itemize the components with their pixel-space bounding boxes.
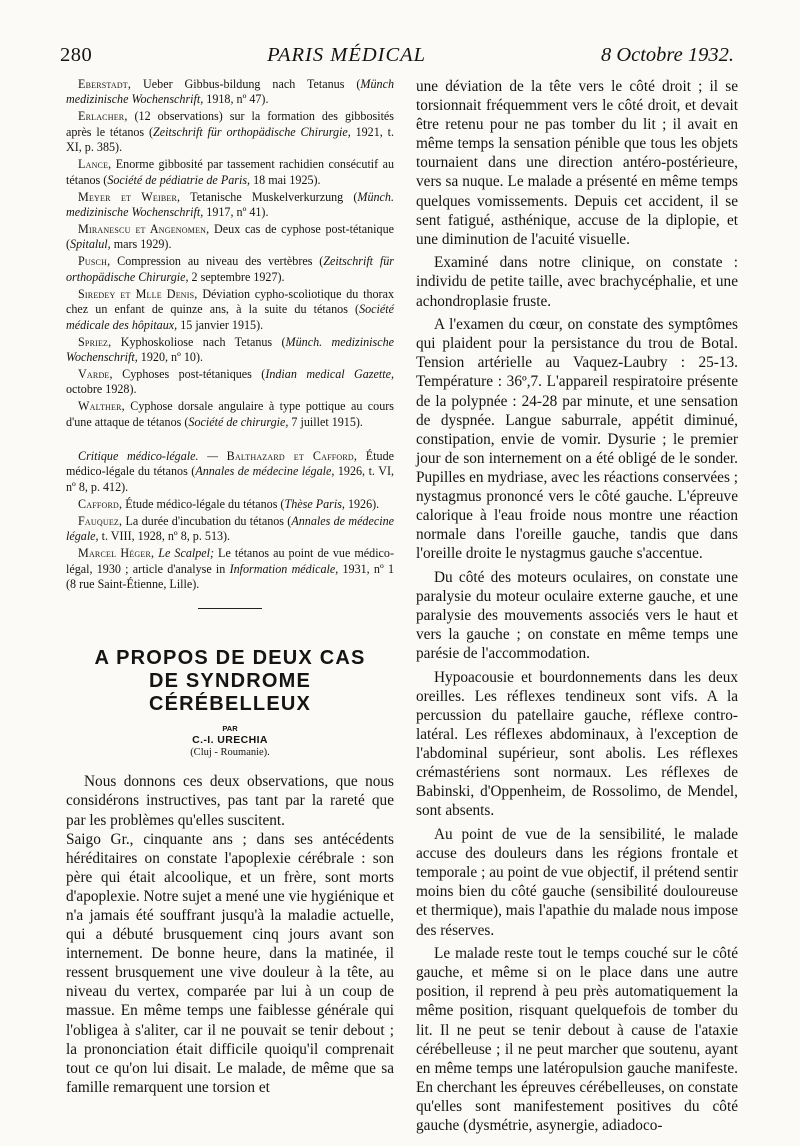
reference-item: Fauquez, La durée d'incubation du tétanos (Annales de médecine légale, t. VIII, 1928, nº 8, p. 513). [66, 513, 394, 544]
reference-item: Pusch, Compression au niveau des vertèbres (Zeitschrift für orthopädische Chirurgie, 2 septembre 1927). [66, 254, 394, 284]
reference-item: Walther, Cyphose dorsale angulaire à type pottique au cours d'une attaque de tétanos (Société de chirurgie, 7 juillet 1915). [66, 399, 394, 429]
body-paragraph: Examiné dans notre clinique, on constate : individu de petite taille, avec brachycéphalie, et une achondroplasie fruste. [416, 254, 738, 310]
body-paragraph: Nous donnons ces deux observations, que nous considérons instructives, pas tant par la rareté que par les problèmes qu'elles suscitent. [66, 773, 394, 829]
body-paragraph: Du côté des moteurs oculaires, on constate une paralysie du moteur oculaire externe gauche, et une paralysie des mouvements associés vers le haut et vers la gauche ; on constate en même temps une parésie de l'accommodation. [416, 568, 738, 663]
reference-item: Miranescu et Angenomen, Deux cas de cyphose post-tétanique (Spitalul, mars 1929). [66, 222, 394, 252]
left-column [66, 77, 394, 1097]
body-paragraph: Le malade reste tout le temps couché sur le côté gauche, et même si on le place dans une autre position, il reprend à peu près automatiquement la même position, risquant quelquefois de tomber du lit. Il ne peut se tenir debout à cause de l'ataxie cérébelleuse ; il ne peut marcher que soutenu, ayant en même temps une latéropulsion gauche manifeste. En cherchant les épreuves cérébelleuses, on constate qu'elles sont manifestement positives du côté gauche (dysmétrie, asynergie, adiadoco- [416, 945, 738, 1134]
running-header [60, 44, 734, 67]
reference-item: Cafford, Étude médico-légale du tétanos (Thèse Paris, 1926). [78, 496, 380, 511]
body-paragraph: une déviation de la tête vers le côté droit ; il se torsionnait fréquemment vers le côté droit, et devait être retenu pour ne pas tomber du lit ; il avait en même temps la sensation pénible que tous les objets tournaient dans une direction antéro-postérieure, vers sa nuque. Le malade a présenté en même temps quelques vomissements. Depuis cet accident, il se sent fatigué, asthénique, accuse de la diplopie, et une diminution de l'acuité visuelle. [416, 78, 738, 248]
body-paragraph: A l'examen du cœur, on constate des symptômes qui plaident pour la persistance du trou de Botal. Tension artérielle au Vaquez-Laubry : 25-13. Température : 36º,7. L'appareil respiratoire présente de la polypnée : 24-28 par minute, et une sensation de dyspnée. Langue saburrale, appétit diminué, constipation, envie de vomir. Dysurie ; le premier jour de son internement on a été obligé de le sonder. Pupilles en mydriase, avec les réactions conservées ; nystagmus prononcé vers le côté gauche. L'épreuve calorique à l'eau froide nous montre une réaction normale dans l'oreille gauche, tandis que dans l'oreille droite le nystagmus gauche s'accentue. [416, 316, 738, 563]
body-paragraph: Saigo Gr., cinquante ans ; dans ses antécédents héréditaires on constate l'apoplexie cérébrale : son père qui était alcoolique, et un frère, sont morts d'apoplexie. Notre sujet a mené une vie hygiénique et n'a jamais été souffrant jusqu'à la maladie actuelle, qui a débuté brusquement cinq jours avant son internement. De bonne heure, dans la matinée, il ressent brusquement une vive douleur à la tête, au niveau du vertex, comparée par lui à un coup de massue. En même temps une faiblesse générale qui l'obligea à s'aliter, car il ne pouvait se tenir debout ; la prononciation était difficile quoiqu'il comprenait tout ce qu'on lui disait. Le malade, de même que sa famille remarquent une torsion et [66, 830, 394, 1096]
section-divider [198, 608, 262, 609]
byline-par: PAR [222, 724, 238, 734]
legal-bibliography [66, 449, 394, 592]
bibliography [66, 77, 394, 430]
reference-item: Spriez, Kyphoskoliose nach Tetanus (Münch. medizinische Wochenschrift, 1920, nº 10). [66, 334, 395, 365]
reference-item: Meyer et Weiber, Tetanische Muskelverkurzung (Münch. medizinische Wochenschrift, 1917, nº 41). [66, 189, 394, 220]
reference-item: Erlacher, (12 observations) sur la formation des gibbosités après le tétanos (Zeitschrift für orthopädische Chirurgie, 1921, t. XI, p. 385). [66, 109, 394, 155]
body-paragraph: Hypoacousie et bourdonnements dans les deux oreilles. Les réflexes tendineux sont vifs. A la percussion du patellaire gauche, réflexe contro-latéral. Les réflexes abdominaux, à l'exception de l'abdominal supérieur, sont abolis. Les réflexes crémastériens sont normaux. Les réflexes de Babinski, d'Oppenheim, de Rossolimo, de Mendel, sont absents. [416, 668, 738, 820]
page-number: 280 [60, 44, 93, 66]
issue-date: 8 Octobre 1932. [600, 44, 734, 66]
article-author: C.-I. URECHIA [192, 734, 268, 747]
spacer [66, 432, 394, 449]
reference-item: Siredey et Mlle Denis, Déviation cypho-scoliotique du thorax chez un enfant de quinze ans, à la suite du tétanos (Société médicale des hôpitaux, 15 janvier 1915). [66, 286, 394, 332]
journal-title: PARIS MÉDICAL [267, 44, 427, 66]
right-column [416, 77, 738, 1135]
reference-item: Eberstadt, Ueber Gibbus-bildung nach Tetanus (Münch medizinische Wochenschrift, 1918, nº 47). [66, 77, 394, 107]
author-affiliation: (Cluj - Roumanie). [190, 747, 270, 759]
reference-item: Lance, Enorme gibbosité par tassement rachidien consécutif au tétanos (Société de pédiatrie de Paris, 18 mai 1925). [66, 157, 394, 187]
article-title: A PROPOS DE DEUX CAS DE SYNDROME CÉRÉBELLEUX [94, 647, 366, 716]
reference-item: Varde, Cyphoses post-tétaniques (Indian medical Gazette, octobre 1928). [66, 367, 394, 397]
body-paragraph: Au point de vue de la sensibilité, le malade accuse des douleurs dans les régions frontale et temporale ; au point de vue objectif, il prétend sentir moins bien du côté gauche (sensibilité douloureuse et thermique), mais l'apathie du malade nous impose des réserves. [416, 826, 738, 939]
reference-item: Critique médico-légale. — Balthazard et Cafford, Étude médico-légale du tétanos (Annales de médecine légale, 1926, t. VI, nº 8, p. 412). [66, 448, 395, 494]
reference-item: Marcel Héger, Le Scalpel; Le tétanos au point de vue médico-légal, 1930 ; article d'analyse in Information médicale, 1931, nº 1 (8 rue Saint-Étienne, Lille). [66, 546, 394, 591]
